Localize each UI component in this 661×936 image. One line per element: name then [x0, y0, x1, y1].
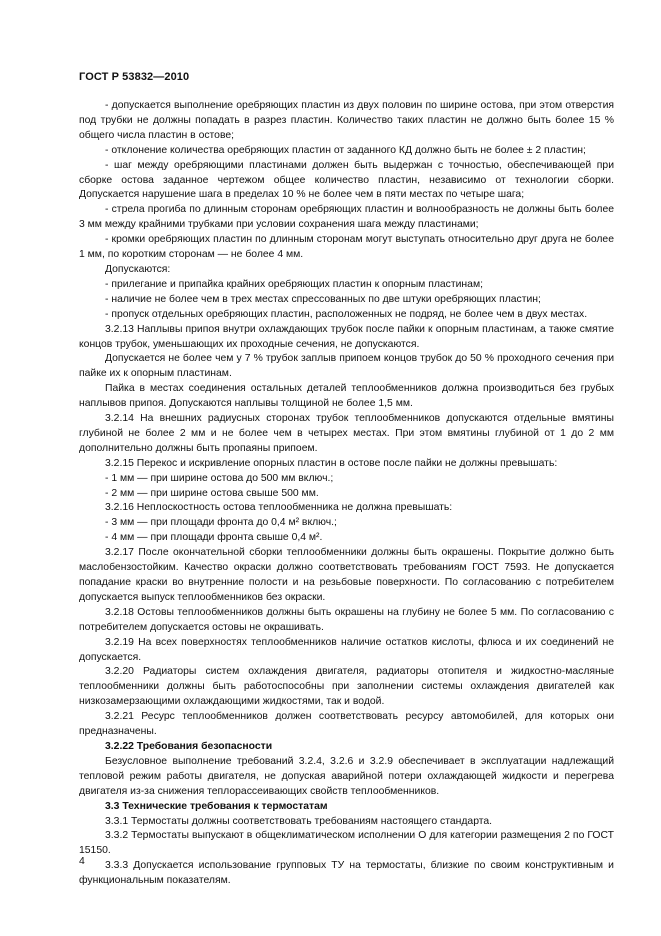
paragraph: 3.3.1 Термостаты должны соответствовать требованиям настоящего стандарта. [105, 815, 493, 827]
paragraph: - 3 мм — при площади фронта до 0,4 м² включ.; [105, 517, 337, 529]
document-body [79, 99, 614, 889]
document-header: ГОСТ Р 53832—2010 [79, 71, 190, 83]
paragraph: Безусловное выполнение требований 3.2.4, 3.2.6 и 3.2.9 обеспечивает в эксплуатации надлежащий тепловой режим работы двигателя, не допуская аварийной потери охлаждающей жидкости и перегрева двигателя из-за снижения теплорассеивающих свойств теплообменников. [79, 755, 614, 797]
paragraph: 3.2.17 После окончательной сборки теплообменники должны быть окрашены. Покрытие должно быть маслобензостойким. Качество окраски должно соответствовать требованиям ГОСТ 7593. Не допускается попадание краски во внутренние полости и на резьбовые поверхности. По согласованию с потребителем допускается выпуск теплообменников без окраски. [79, 547, 614, 603]
paragraph: - кромки оребряющих пластин по длинным сторонам могут выступать относительно друг друга не более 1 мм, по коротким сторонам — не более 4 мм. [79, 234, 614, 261]
paragraph: - 2 мм — при ширине остова свыше 500 мм. [105, 487, 319, 499]
paragraph: 3.2.19 На всех поверхностях теплообменников наличие остатков кислоты, флюса и их соединений не допускается. [79, 636, 614, 663]
paragraph: 3.2.18 Остовы теплообменников должны быть окрашены на глубину не более 5 мм. По согласованию с потребителем допускается остовы не окрашивать. [79, 606, 614, 633]
section-heading: 3.2.22 Требования безопасности [105, 740, 273, 752]
paragraph: - прилегание и припайка крайних оребряющих пластин к опорным пластинам; [105, 278, 483, 290]
paragraph: - шаг между оребряющими пластинами должен быть выдержан с точностью, обеспечивающей при сборке остова заданное чертежом общее количество пластин, независимо от технологии сборки. Допускается нарушение шага в пределах 10 % не более чем в пяти местах по четыре шага; [79, 159, 614, 201]
paragraph: 3.2.21 Ресурс теплообменников должен соответствовать ресурсу автомобилей, для которых они предназначены. [79, 711, 614, 738]
paragraph: - допускается выполнение оребряющих пластин из двух половин по ширине остова, при этом отверстия под трубки не должны попадать в разрез пластин. Количество таких пластин не должно быть более 15 % общего числа пластин в остове; [79, 100, 614, 141]
paragraph: 3.3.2 Термостаты выпускают в общеклиматическом исполнении О для категории размещения 2 по ГОСТ 15150. [79, 830, 614, 857]
paragraph: - отклонение количества оребряющих пластин от заданного КД должно быть не более ± 2 пластин; [105, 144, 586, 156]
section-heading: 3.3 Технические требования к термостатам [105, 800, 328, 812]
paragraph: 3.2.13 Наплывы припоя внутри охлаждающих трубок после пайки к опорным пластинам, а также смятие концов трубок, уменьшающих их проходные сечения, не допускаются. [79, 323, 614, 350]
paragraph: 3.2.16 Неплоскостность остова теплообменника не должна превышать: [105, 502, 453, 514]
paragraph: - стрела прогиба по длинным сторонам оребряющих пластин и волнообразность не должны быть более 3 мм между крайними трубками при условии сохранения шага между пластинами; [79, 204, 614, 231]
paragraph: 3.2.20 Радиаторы систем охлаждения двигателя, радиаторы отопителя и жидкостно-масляные теплообменники должны быть работоспособны при заполнении системы охлаждения двигателей как низкозамерзающими охлаждающими жидкостями, так и водой. [79, 666, 614, 708]
paragraph: Пайка в местах соединения остальных деталей теплообменников должна производиться без грубых наплывов припоя. Допускаются наплывы толщиной не более 1,5 мм. [79, 383, 614, 410]
page-number: 4 [79, 856, 85, 867]
paragraph: Допускается не более чем у 7 % трубок заплыв припоем концов трубок до 50 % проходного сечения при пайке их к опорным пластинам. [79, 353, 614, 380]
paragraph: 3.3.3 Допускается использование групповых ТУ на термостаты, близкие по своим конструктивным и функциональным показателям. [79, 860, 614, 887]
paragraph: Допускаются: [105, 263, 171, 275]
paragraph: - пропуск отдельных оребряющих пластин, расположенных не подряд, не более чем в двух местах. [105, 308, 588, 320]
paragraph: 3.2.14 На внешних радиусных сторонах трубок теплообменников допускаются отдельные вмятины глубиной не более 2 мм и не более чем в четырех местах. При этом вмятины глубиной от 1 до 2 мм дополнительно должны быть пропаяны припоем. [79, 413, 614, 454]
paragraph: - 1 мм — при ширине остова до 500 мм включ.; [105, 472, 334, 484]
paragraph: - 4 мм — при площади фронта свыше 0,4 м². [105, 532, 323, 544]
paragraph: 3.2.15 Перекос и искривление опорных пластин в остове после пайки не должны превышать: [105, 457, 558, 469]
paragraph: - наличие не более чем в трех местах спрессованных по две штуки оребряющих пластин; [105, 293, 541, 305]
